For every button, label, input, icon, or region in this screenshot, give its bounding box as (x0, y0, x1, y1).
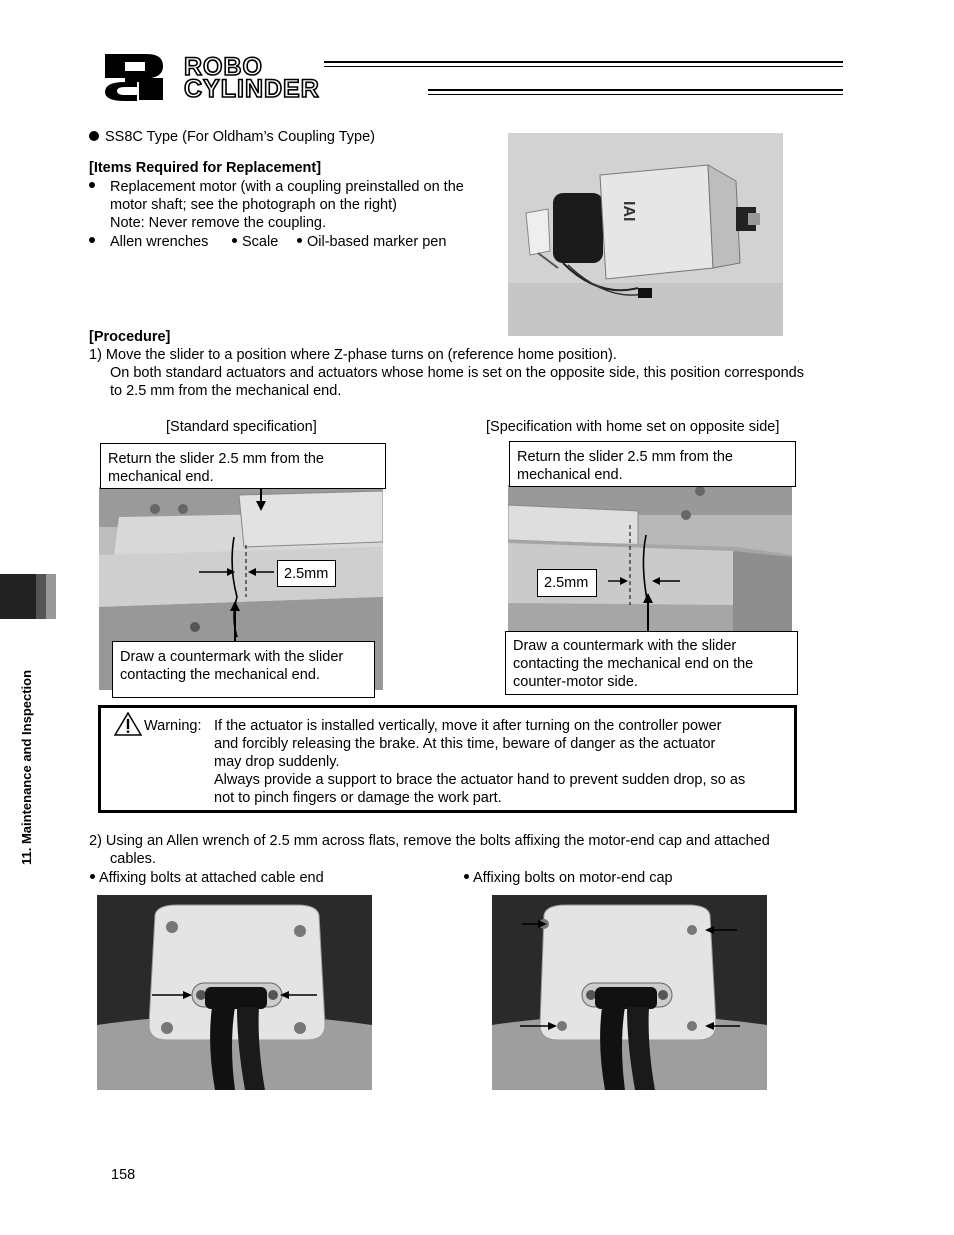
header-rule-top (324, 61, 843, 63)
bullet-icon (89, 131, 99, 141)
bullet-icon (464, 874, 469, 879)
callout-text: mechanical end. (108, 469, 214, 485)
procedure-heading: [Procedure] (89, 329, 171, 345)
warning-label: Warning: (144, 718, 202, 734)
logo-word-cylinder: CYLINDER (184, 75, 320, 103)
figure-right-photo (508, 485, 792, 632)
side-tab-block-mid (36, 574, 46, 619)
item-2b: Scale (232, 233, 278, 251)
logo-word-robo: ROBO (184, 53, 263, 81)
item-1-line2: motor shaft; see the photograph on the right) (110, 197, 397, 213)
figure-right-dimension: 2.5mm (537, 569, 597, 597)
bullet-icon (89, 182, 95, 188)
item-1-note: Note: Never remove the coupling. (110, 215, 326, 231)
figure-right-caption: [Specification with home set on opposite side] (486, 419, 780, 435)
items-heading: [Items Required for Replacement] (89, 160, 322, 176)
figure-left-dimension: 2.5mm (277, 560, 336, 587)
motor-iai-label: IAI (620, 201, 637, 222)
step1-line1: 1) Move the slider to a position where Z-phase turns on (reference home position). (89, 347, 617, 363)
side-tab-block-light (46, 574, 56, 619)
page-number: 158 (111, 1167, 136, 1183)
header-rule-top-thin (324, 66, 843, 67)
callout-text: Draw a countermark with the slider (513, 638, 737, 654)
callout-text: Draw a countermark with the slider (120, 649, 344, 665)
section-title: SS8C Type (For Oldham’s Coupling Type) (89, 128, 375, 146)
step2-caption-left: Affixing bolts at attached cable end (89, 869, 324, 887)
step2-line1: 2) Using an Allen wrench of 2.5 mm across flats, remove the bolts affixing the motor-end cap and attached (89, 833, 770, 849)
warning-line4: Always provide a support to brace the actuator hand to prevent sudden drop, so as (214, 772, 746, 788)
warning-line2: and forcibly releasing the brake. At this time, beware of danger as the actuator (214, 736, 716, 752)
bullet-icon (90, 874, 95, 879)
bullet-icon (232, 238, 237, 243)
rc-logo-mark (103, 52, 179, 102)
motor-photo (508, 133, 783, 336)
callout-text: Return the slider 2.5 mm from the (108, 451, 324, 467)
bullet-icon (297, 238, 302, 243)
figure-left-caption: [Standard specification] (166, 419, 317, 435)
item-2a: Allen wrenches (110, 234, 209, 250)
step2-line2: cables. (110, 851, 156, 867)
item-1-line1: Replacement motor (with a coupling preinstalled on the (110, 179, 464, 195)
callout-text: Return the slider 2.5 mm from the (517, 449, 733, 465)
step2-caption-right: Affixing bolts on motor-end cap (463, 869, 673, 887)
step1-line2: On both standard actuators and actuators whose home is set on the opposite side, this position corresponds (110, 365, 804, 381)
side-tab-label: 11. Maintenance and Inspection (19, 669, 34, 865)
header-rule-bottom (428, 89, 843, 91)
warning-line3: may drop suddenly. (214, 754, 340, 770)
callout-text: contacting the mechanical end. (120, 667, 320, 683)
step1-line3: to 2.5 mm from the mechanical end. (110, 383, 342, 399)
warning-line5: not to pinch fingers or damage the work part. (214, 790, 502, 806)
callout-text: counter-motor side. (513, 674, 638, 690)
header-rule-bottom-thin (428, 94, 843, 95)
bullet-icon (89, 237, 95, 243)
motor-end-cap-photo (492, 895, 767, 1090)
figure-right-callout-top (509, 441, 796, 487)
figure-left-callout-top (100, 443, 386, 489)
cable-end-photo (97, 895, 372, 1090)
item-2 (89, 233, 101, 251)
callout-text: mechanical end. (517, 467, 623, 483)
callout-text: contacting the mechanical end on the (513, 656, 754, 672)
item-2c: Oil-based marker pen (297, 233, 446, 251)
side-tab-block (0, 574, 36, 619)
warning-line1: If the actuator is installed vertically, move it after turning on the controller power (214, 718, 722, 734)
warning-icon (113, 711, 143, 741)
figure-right-callout-bottom (505, 631, 798, 695)
figure-left-callout-bottom (112, 641, 375, 698)
item-1 (89, 178, 101, 196)
